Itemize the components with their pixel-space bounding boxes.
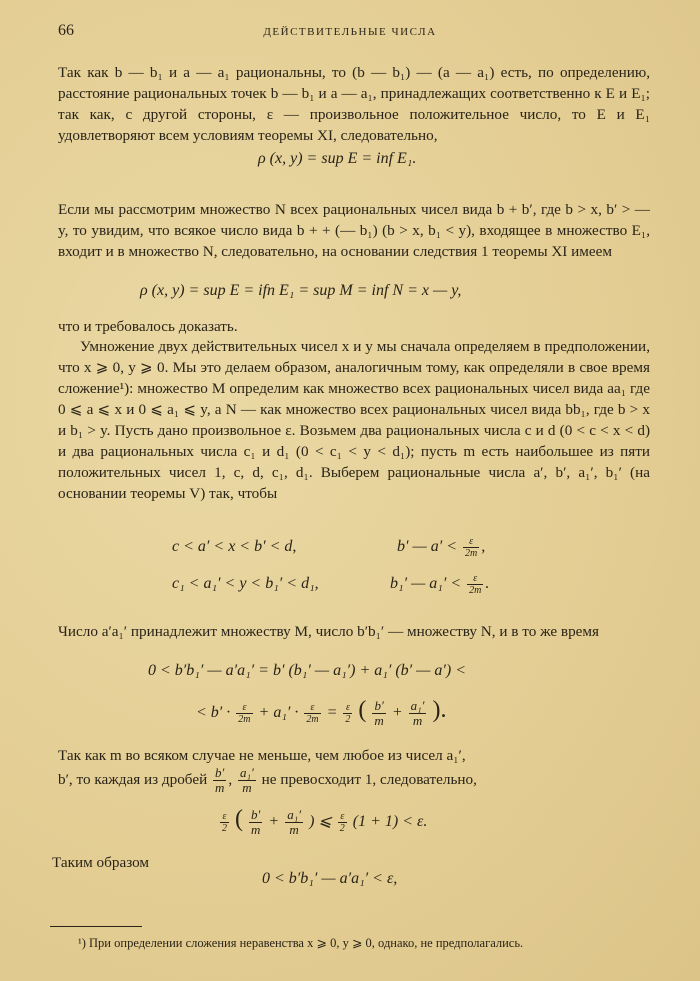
paragraph-4: Умножение двух действительных чисел x и y мы сначала определяем в предположении, что x ⩾ 0, y ⩾ 0. Мы это делаем образом, аналогичным тому, как определяли в свое время сложение¹): множество M определим как множество всех рациональных чисел вида aa₁ где 0 ⩽ a ⩽ x и 0 ⩽ a₁ ⩽ y, а N — как множество всех рациональных чисел вида bb₁, где b > x и b₁ > y. Пусть дано произвольное ε. Возьмем два рациональных числа c и d (0 < c < x < d) и два рациональных числа c₁ и d₁ (0 < c₁ < y < d₁); пусть m есть наибольшее из пяти положительных чисел 1, c, d, c₁, d₁. Выберем рациональные числа a′, b′, a₁′, b₁′ (на основании теоремы V) так, чтобы — [58, 338, 650, 502]
formula-product-diff-2: < b′ · $\frac{\varepsilon}{2m}$ + a₁′ · $\frac{\varepsilon}{2m}$ = $\frac{\varepsilon}{2}$ ( $\frac{b'}{m}$ + $\frac{\text{a₁′}}{m}$ ). — [196, 697, 447, 728]
paragraph-6-line-1: Так как m во всяком случае не меньше, чем любое из чисел a₁′, — [58, 747, 466, 764]
paragraph-1: Так как b — b₁ и a — a₁ рациональны, то (b — b₁) — (a — a₁) есть, по определению, расстояние рациональных точек b — b₁ и a — a₁, принадлежащих соответственно к E и E₁; так как, с другой стороны, ε — произвольное положительное число, то E и E₁ удовлетворяют всем условиям теоремы XI, следовательно, — [58, 64, 650, 144]
formula-rho-sup-inf: ρ (x, y) = sup E = inf E₁. — [258, 150, 417, 167]
formula-ineq-2-left: c₁ < a₁′ < y < b₁′ < d₁, — [172, 575, 319, 592]
fraction-eps-2m: $\frac{\varepsilon}{2m}$ — [469, 573, 482, 596]
running-title: ДЕЙСТВИТЕЛЬНЫЕ ЧИСЛА — [263, 26, 437, 38]
formula-product-diff-1: 0 < b′b₁′ — a′a₁′ = b′ (b₁′ — a₁′) + a₁′ (b′ — a′) < — [148, 662, 466, 679]
paragraph-3: что и требовалось доказать. — [58, 318, 238, 335]
fraction-eps-2m: $\frac{\varepsilon}{2m}$ — [465, 536, 478, 559]
paragraph-5: Число a′a₁′ принадлежит множеству M, число b′b₁′ — множеству N, и в то же время — [58, 623, 600, 640]
page-number: 66 — [58, 22, 74, 39]
footnote-divider — [50, 926, 142, 927]
footnote: ¹) При определении сложения неравенства x ⩾ 0, y ⩾ 0, однако, не предполагались. — [78, 936, 524, 950]
formula-final: 0 < b′b₁′ — a′a₁′ < ε, — [262, 870, 398, 887]
formula-ineq-1-right-lhs: b′ — a′ < — [397, 538, 458, 556]
formula-ineq-1-left: c < a′ < x < b′ < d, — [172, 538, 297, 555]
formula-ineq-2-right-lhs: b₁′ — a₁′ < — [390, 575, 462, 593]
paragraph-2: Если мы рассмотрим множество N всех рациональных чисел вида b + b′, где b > x, b′ > — y, то увидим, что всякое число вида b + + (— b₁) (b > x, b₁ < y), входящее в множество E₁, входит и в множество N, следовательно, на основании следствия 1 теоремы XI имеем — [58, 201, 650, 260]
formula-bound: $\frac{\varepsilon}{2}$ ( $\frac{b'}{m}$ + $\frac{\text{a₁′}}{m}$ ) ⩽ $\frac{\varepsilon}{2}$ (1 + 1) < ε. — [222, 806, 428, 837]
paragraph-6-line-2: b′, то каждая из дробей $\frac{b'}{m}$ , $\frac{\text{a₁′}}{m}$ не превосходит 1, следовательно, — [58, 765, 477, 795]
paragraph-7: Таким образом — [52, 854, 150, 871]
formula-rho-chain: ρ (x, y) = sup E = ifn E₁ = sup M = inf N = x — y, — [140, 282, 462, 299]
formula-ineq-2-right: b₁′ — a₁′ < $\frac{\varepsilon}{2m}$ . — [390, 573, 490, 596]
formula-ineq-1-right: b′ — a′ < $\frac{\varepsilon}{2m}$ , — [397, 536, 486, 559]
